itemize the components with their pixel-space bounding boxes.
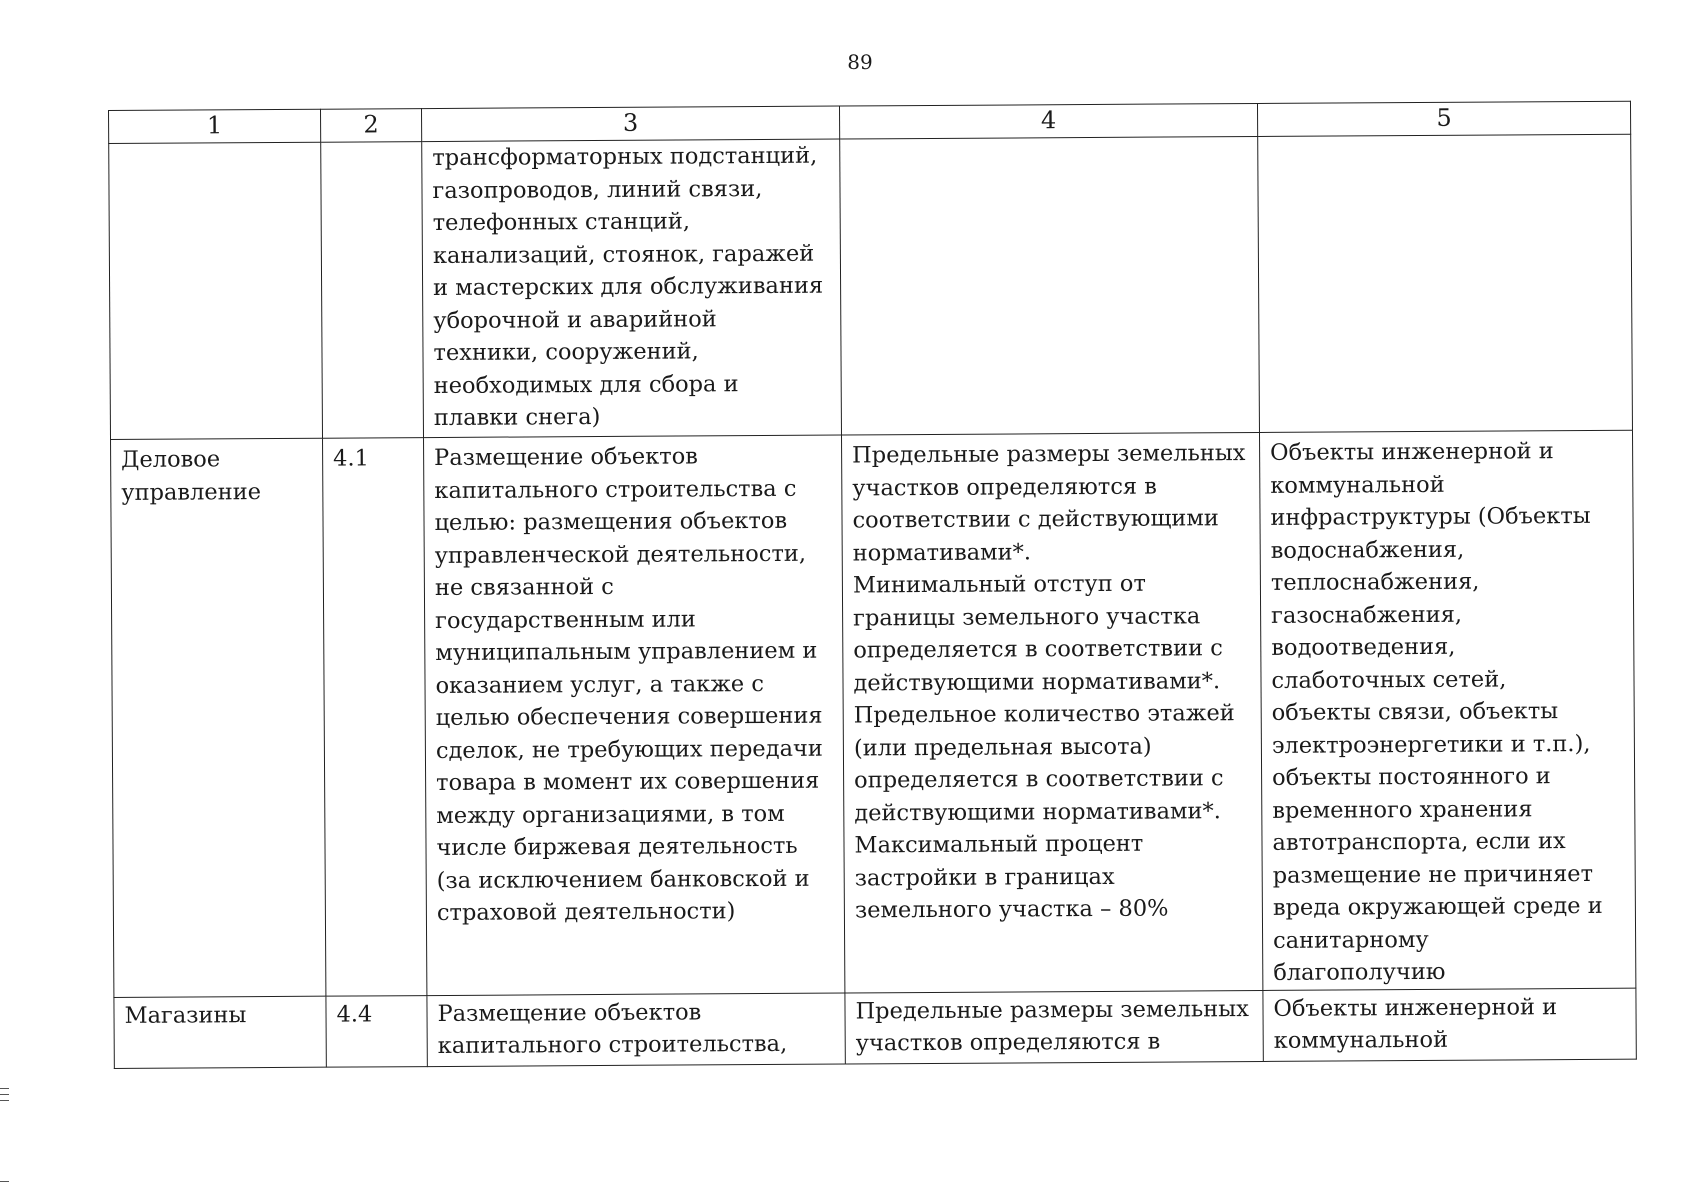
header-col-3: 3 [421,106,839,142]
header-col-5: 5 [1257,101,1630,136]
parameters-cell: Предельные размеры земельных участков определяются в [845,990,1263,1064]
use-name-cell [109,142,323,439]
margin-mark [0,1100,9,1101]
use-code-cell: 4.1 [323,438,427,996]
use-description-cell: Размещение объектов капитального строительства, [427,993,845,1067]
use-description-cell: Размещение объектов капитального строительства с целью: размещения объектов управленческой деятельности, не связанной с государственным или муниципальным управлением и оказанием услуг, а также с целью обеспечения совершения сделок, не требующих передачи товара в момент их совершения между организациями, в том числе биржевая деятельность (за исключением банковской и страховой деятельности) [424,435,845,995]
margin-mark [0,1094,9,1095]
use-code-cell [321,142,424,439]
margin-mark [0,1088,9,1089]
auxiliary-uses-cell: Объекты инженерной и коммунальной [1263,988,1636,1061]
parameters-cell: Предельные размеры земельных участков определяются в соответствии с действующими нормативами*. Минимальный отступ от границы земельного участка определяется в соответствии с действующими нормативами*. Предельное количество этажей (или предельная высота) определяется в соответствии с действующими нормативами*. Максимальный процент застройки в границах земельного участка – 80% [841,432,1262,992]
header-col-1: 1 [109,109,321,143]
use-name-cell: Магазины [114,996,326,1068]
parameters-cell [840,136,1260,435]
margin-mark [0,1181,9,1182]
header-col-2: 2 [320,109,421,143]
use-code-cell: 4.4 [326,995,427,1067]
table-row [114,988,1636,1068]
regulations-table [108,101,1637,1069]
page-number: 89 [847,50,873,74]
auxiliary-uses-cell [1258,134,1633,432]
use-description-cell: трансформаторных подстанций, газопроводов, линий связи, телефонных станций, канализаций, стоянок, гаражей и мастерских для обслуживания уборочной и аварийной техники, сооружений, необходимых для сбора и плавки снега) [422,139,842,438]
table-row [111,430,1636,997]
use-name-cell: Деловое управление [111,438,326,997]
auxiliary-uses-cell: Объекты инженерной и коммунальной инфраструктуры (Объекты водоснабжения, теплоснабжения, газоснабжения, водоотведения, слаботочных сетей, объекты связи, объекты электроэнергетики и т.п.), объекты постоянного и временного хранения автотранспорта, если их размещение не причиняет вреда окружающей среде и санитарному благополучию [1259,430,1635,990]
table-row [109,134,1633,439]
header-col-4: 4 [839,103,1257,139]
